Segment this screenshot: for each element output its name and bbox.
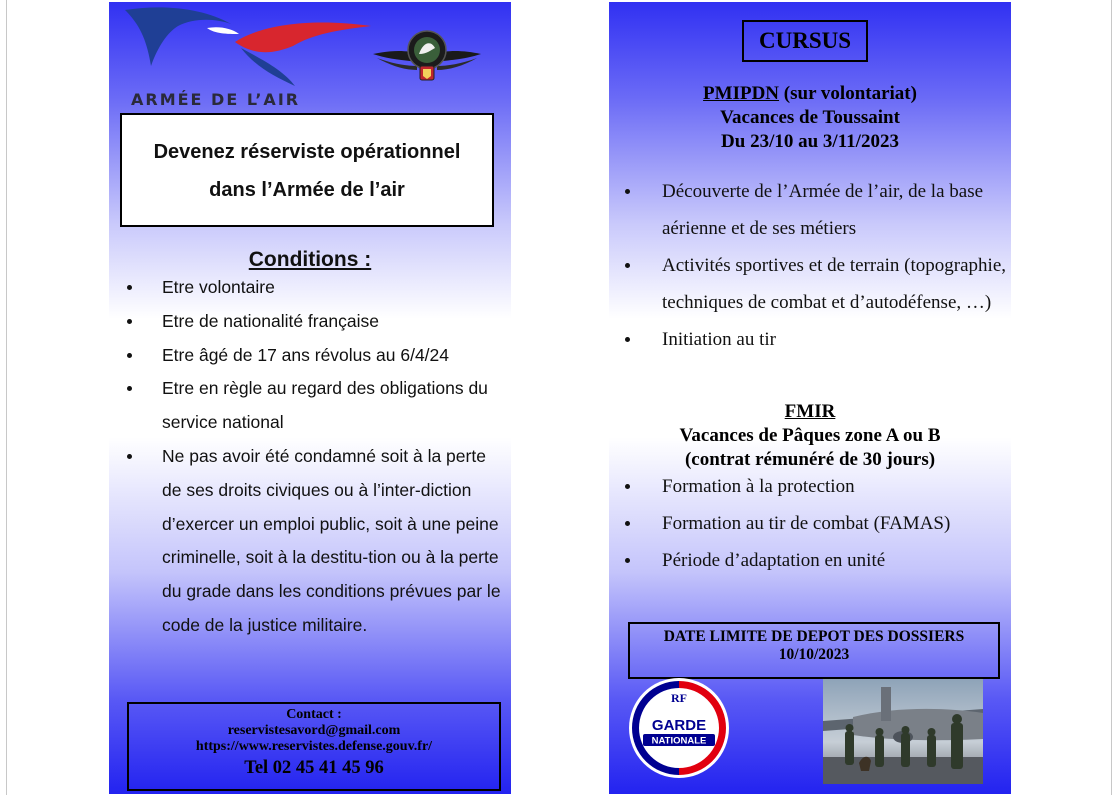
list-item bbox=[621, 321, 1006, 358]
bullet-icon bbox=[625, 337, 630, 342]
nationale-text: NATIONALE bbox=[651, 735, 707, 747]
bullet-icon bbox=[625, 558, 630, 563]
list-item bbox=[621, 247, 1006, 321]
condition-text: Etre volontaire bbox=[162, 277, 275, 297]
pmipdn-period: Vacances de Toussaint bbox=[720, 107, 900, 128]
armee-air-wings-logo bbox=[123, 4, 373, 94]
list-item bbox=[123, 305, 503, 339]
squadron-badge-icon bbox=[371, 28, 483, 90]
list-item bbox=[123, 271, 503, 305]
condition-text: Etre de nationalité française bbox=[162, 310, 379, 331]
cursus-title: CURSUS bbox=[742, 20, 868, 62]
headline-line-2: dans l’Armée de l’air bbox=[209, 179, 405, 201]
fmir-heading: FMIR bbox=[784, 401, 836, 422]
item-text: Formation à la protection bbox=[662, 476, 855, 497]
brand-name: ARMÉE DE L’AIR bbox=[131, 90, 301, 109]
conditions-list bbox=[123, 271, 503, 643]
fmir-contract: (contrat rémunéré de 30 jours) bbox=[684, 449, 936, 470]
deadline-date: 10/10/2023 bbox=[778, 646, 850, 663]
garde-nationale-icon bbox=[629, 678, 729, 778]
list-item bbox=[123, 339, 503, 373]
headline-line-1: Devenez réserviste opérationnel bbox=[153, 141, 461, 163]
contact-label: Contact : bbox=[286, 707, 342, 722]
deadline-label: DATE LIMITE DE DEPOT DES DOSSIERS bbox=[663, 628, 965, 645]
page-divider bbox=[6, 0, 7, 795]
contact-website[interactable]: https://www.reservistes.defense.gouv.fr/ bbox=[195, 739, 433, 754]
bullet-icon bbox=[127, 353, 132, 358]
bullet-icon bbox=[625, 263, 630, 268]
bullet-icon bbox=[127, 386, 132, 391]
pmipdn-name: PMIPDN bbox=[703, 83, 780, 104]
monogram: RF bbox=[671, 691, 687, 705]
list-item bbox=[123, 372, 503, 440]
pmipdn-list bbox=[621, 173, 1006, 358]
garde-text: GARDE bbox=[651, 717, 707, 734]
bullet-icon bbox=[127, 454, 132, 459]
list-item bbox=[621, 505, 1006, 542]
item-text: Formation au tir de combat (FAMAS) bbox=[662, 513, 951, 534]
contact-email[interactable]: reservistesavord@gmail.com bbox=[227, 723, 401, 738]
headline-box bbox=[120, 113, 494, 227]
soldiers-photo bbox=[823, 679, 983, 784]
list-item bbox=[123, 440, 503, 643]
item-text: Activités sportives et de terrain (topographie, techniques de combat et d’autodéfense, …) bbox=[662, 255, 1007, 313]
condition-text: Etre âgé de 17 ans révolus au 6/4/24 bbox=[162, 344, 450, 365]
garde-nationale-logo bbox=[629, 678, 729, 778]
condition-text: Etre en règle au regard des obligations du service national bbox=[162, 378, 488, 433]
contact-box bbox=[127, 702, 501, 791]
conditions-title: Conditions : bbox=[248, 248, 372, 271]
bullet-icon bbox=[625, 521, 630, 526]
deadline-box bbox=[628, 622, 1000, 679]
bullet-icon bbox=[625, 484, 630, 489]
list-item bbox=[621, 468, 1006, 505]
fmir-list bbox=[621, 468, 1006, 579]
bullet-icon bbox=[625, 189, 630, 194]
page-divider bbox=[1111, 0, 1112, 795]
pmipdn-note: (sur volontariat) bbox=[779, 83, 917, 104]
right-panel bbox=[609, 2, 1011, 794]
item-text: Période d’adaptation en unité bbox=[662, 550, 886, 571]
list-item bbox=[621, 542, 1006, 579]
fmir-period: Vacances de Pâques zone A ou B bbox=[679, 425, 941, 446]
bullet-icon bbox=[127, 319, 132, 324]
pmipdn-heading bbox=[609, 82, 1011, 106]
left-panel bbox=[109, 2, 511, 794]
soldiers-aircraft-image bbox=[823, 679, 983, 784]
contact-phone: Tel 02 45 41 45 96 bbox=[244, 758, 384, 778]
pmipdn-dates: Du 23/10 au 3/11/2023 bbox=[721, 131, 899, 152]
condition-text: Ne pas avoir été condamné soit à la perte de ses droits civiques ou à l’inter-diction d’exercer un emploi public, soit à une peine criminelle, soit à la destitu-tion ou à la perte du grade dans les conditions prévues par le code de la justice militaire. bbox=[162, 445, 501, 635]
item-text: Découverte de l’Armée de l’air, de la base aérienne et de ses métiers bbox=[662, 181, 984, 239]
item-text: Initiation au tir bbox=[662, 329, 776, 350]
bullet-icon bbox=[127, 285, 132, 290]
list-item bbox=[621, 173, 1006, 247]
